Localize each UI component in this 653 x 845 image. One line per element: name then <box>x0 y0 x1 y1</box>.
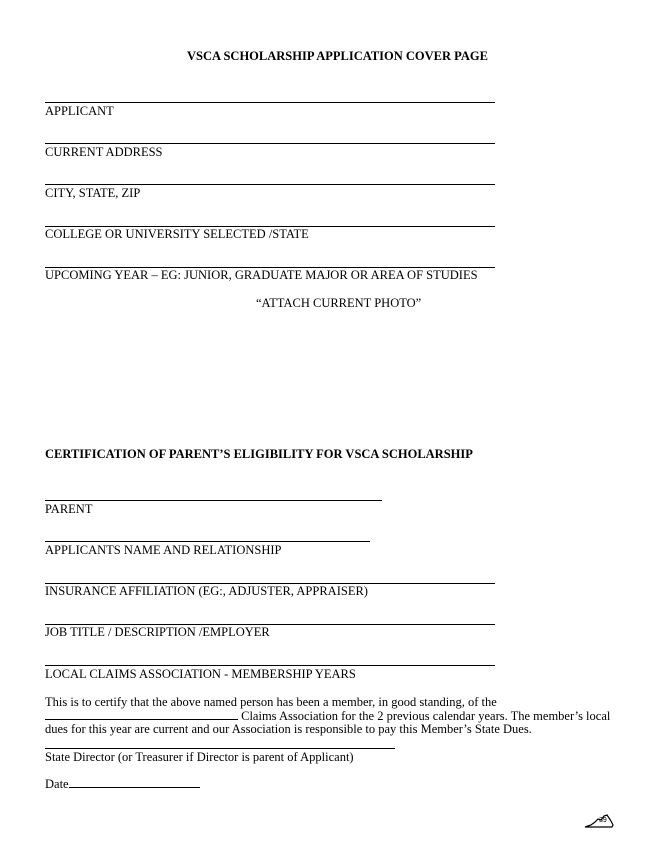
association-name-line[interactable] <box>45 709 238 720</box>
local-claims-line[interactable] <box>45 665 495 666</box>
insurance-affiliation-label: INSURANCE AFFILIATION (EG:, ADJUSTER, APPRAISER) <box>45 584 368 598</box>
statement-line-1: This is to certify that the above named person has been a member, in good standing, of the <box>45 695 497 709</box>
date-row <box>45 777 200 791</box>
current-address-label: CURRENT ADDRESS <box>45 145 163 159</box>
footer-logo-text: 39 <box>599 817 607 824</box>
city-state-zip-line[interactable] <box>45 184 495 185</box>
certification-heading: CERTIFICATION OF PARENT’S ELIGIBILITY FOR VSCA SCHOLARSHIP <box>45 447 473 461</box>
signer-label: State Director (or Treasurer if Director is parent of Applicant) <box>45 750 354 764</box>
applicant-label: APPLICANT <box>45 104 114 118</box>
job-title-label: JOB TITLE / DESCRIPTION /EMPLOYER <box>45 625 270 639</box>
statement-line-2-row <box>45 709 610 723</box>
college-label: COLLEGE OR UNIVERSITY SELECTED /STATE <box>45 227 309 241</box>
statement-line-2: Claims Association for the 2 previous calendar years. The member’s local <box>241 709 611 723</box>
applicant-relationship-line[interactable] <box>45 541 370 542</box>
parent-label: PARENT <box>45 502 93 516</box>
signer-line[interactable] <box>45 748 395 749</box>
footer-logo <box>583 812 615 830</box>
applicant-line[interactable] <box>45 102 495 103</box>
city-state-zip-label: CITY, STATE, ZIP <box>45 186 141 200</box>
statement-line-3: dues for this year are current and our Association is responsible to pay this Member’s State Dues. <box>45 722 532 736</box>
applicant-relationship-label: APPLICANTS NAME AND RELATIONSHIP <box>45 543 282 557</box>
page-title: VSCA SCHOLARSHIP APPLICATION COVER PAGE <box>187 49 488 63</box>
local-claims-label: LOCAL CLAIMS ASSOCIATION - MEMBERSHIP YEARS <box>45 667 356 681</box>
parent-line[interactable] <box>45 500 382 501</box>
date-line[interactable] <box>69 777 200 788</box>
photo-note: “ATTACH CURRENT PHOTO” <box>256 296 422 310</box>
date-label: Date <box>45 777 69 791</box>
current-address-line[interactable] <box>45 143 495 144</box>
upcoming-year-label: UPCOMING YEAR – EG: JUNIOR, GRADUATE MAJOR OR AREA OF STUDIES <box>45 268 478 282</box>
